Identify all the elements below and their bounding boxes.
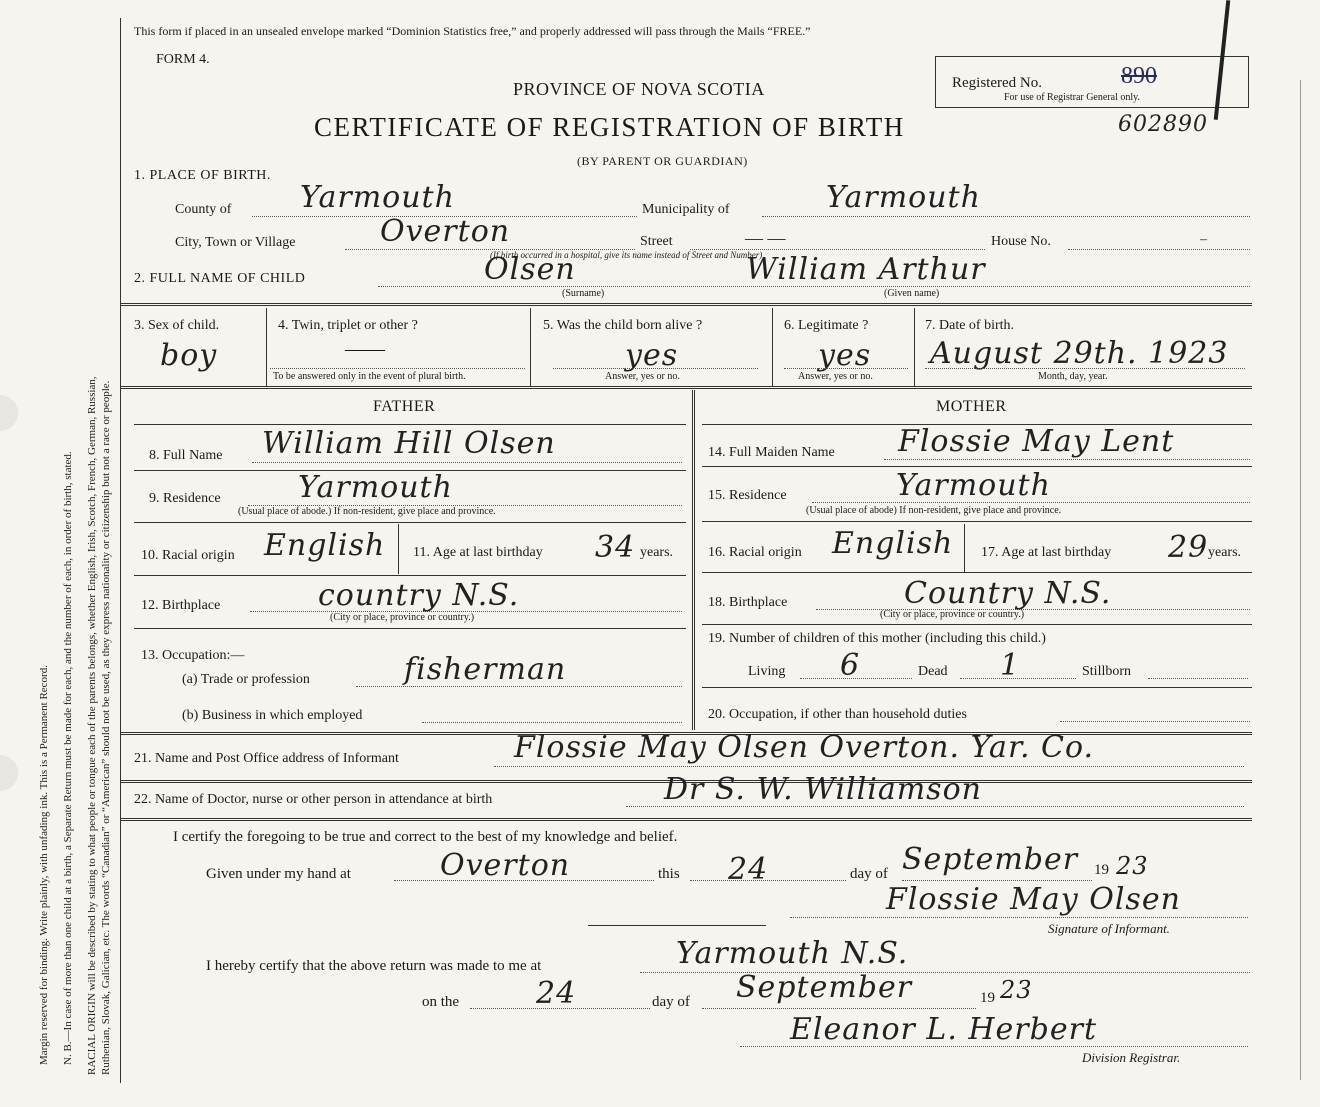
municipality-line: [762, 216, 1250, 217]
father-business-line: [422, 722, 682, 723]
mother-name-label: 14. Full Maiden Name: [708, 445, 835, 460]
doctor-value: Dr S. W. Williamson: [664, 772, 982, 807]
day-value: 24: [728, 852, 769, 887]
dob-label: 7. Date of birth.: [925, 318, 1015, 333]
doctor-label: 22. Name of Doctor, nurse or other person in attendance at birth: [134, 792, 493, 807]
mother-race-value: English: [832, 526, 954, 561]
sex-value: boy: [160, 338, 218, 373]
father-race-label: 10. Racial origin: [141, 548, 235, 563]
surname-caption: (Surname): [562, 288, 605, 299]
legit-label: 6. Legitimate ?: [784, 318, 869, 333]
twin-note: To be answered only in the event of plural birth.: [273, 371, 466, 382]
year-prefix: 19: [1094, 862, 1109, 878]
father-birthplace-label: 12. Birthplace: [141, 598, 221, 613]
registrar-month-value: September: [736, 970, 913, 1005]
father-residence-value: Yarmouth: [298, 470, 453, 505]
divider: [134, 424, 686, 425]
father-occupation-label: 13. Occupation:—: [141, 648, 245, 663]
divider: [134, 575, 686, 576]
divider: [702, 572, 1252, 573]
legit-value: yes: [818, 338, 872, 373]
legit-note: Answer, yes or no.: [798, 371, 873, 382]
father-residence-label: 9. Residence: [149, 491, 221, 506]
father-age-value: 34: [595, 530, 636, 565]
divider: [964, 524, 965, 572]
living-value: 6: [840, 648, 861, 683]
divider: [914, 308, 915, 386]
left-frame-line: [120, 18, 121, 1083]
father-name-value: William Hill Olsen: [262, 426, 556, 461]
city-value: Overton: [380, 214, 511, 249]
house-label: House No.: [991, 234, 1051, 249]
mother-name-line: [884, 459, 1250, 460]
father-heading: FATHER: [373, 398, 436, 415]
mother-heading: MOTHER: [936, 398, 1007, 415]
divider: [134, 522, 686, 523]
street-label: Street: [640, 234, 673, 249]
form-number: FORM 4.: [156, 52, 210, 67]
county-label: County of: [175, 202, 232, 217]
mother-occupation-line: [1060, 721, 1250, 722]
twin-line: [270, 368, 525, 369]
father-trade-value: fisherman: [404, 652, 567, 687]
registrar-day-of-label: day of: [652, 994, 690, 1010]
this-label: this: [658, 866, 680, 882]
twin-label: 4. Twin, triplet or other ?: [278, 318, 418, 333]
father-age-label: 11. Age at last birthday: [413, 545, 543, 560]
stillborn-line: [1148, 678, 1248, 679]
registrar-text: I hereby certify that the above return was made to me at: [206, 958, 542, 974]
divider: [702, 521, 1252, 522]
mother-residence-note: (Usual place of abode) If non-resident, give place and province.: [806, 505, 1062, 516]
punch-hole: [0, 395, 18, 431]
mother-birthplace-label: 18. Birthplace: [708, 595, 788, 610]
city-label: City, Town or Village: [175, 235, 296, 250]
registrar-day-value: 24: [536, 976, 577, 1011]
alive-note: Answer, yes or no.: [605, 371, 680, 382]
registrar-signature: Eleanor L. Herbert: [790, 1012, 1097, 1047]
dob-line: [925, 368, 1245, 369]
legit-line: [784, 368, 908, 369]
dob-note: Month, day, year.: [1038, 371, 1108, 382]
father-name-line: [252, 462, 682, 463]
on-the-label: on the: [422, 994, 460, 1010]
given-place-value: Overton: [440, 848, 571, 883]
mother-age-unit: years.: [1208, 545, 1242, 560]
signature-line: [790, 917, 1248, 918]
informant-line: [494, 766, 1244, 767]
punch-hole: [0, 755, 18, 791]
divider: [134, 628, 686, 629]
margin-binding: Margin reserved for binding. Write plainly, with unfading ink. This is a Permanent Record.: [38, 665, 50, 1065]
month-value: September: [902, 842, 1079, 877]
registrar-year-value: 23: [1000, 976, 1033, 1004]
certify-text: I certify the foregoing to be true and correct to the best of my knowledge and belief.: [173, 829, 678, 845]
handwritten-number: 602890: [1118, 112, 1208, 137]
father-business-label: (b) Business in which employed: [182, 708, 363, 723]
municipality-label: Municipality of: [642, 202, 730, 217]
divider: [266, 308, 267, 386]
margin-nb: N. B.—In case of more than one child at a birth, a Separate Return must be made for each, and the number of each, in order of birth, stated.: [62, 451, 74, 1065]
street-value: — —: [745, 228, 786, 248]
year-value: 23: [1116, 852, 1149, 880]
divider: [530, 308, 531, 386]
margin-racial-1: RACIAL ORIGIN will be described by stating to what people or tongue each of the parents belongs, whether English, Irish, Scotch, French, German, Russian,: [86, 376, 98, 1075]
mail-note: This form if placed in an unsealed envelope marked “Dominion Statistics free,” and properly addressed will pass through the Mails “FREE.”: [134, 24, 811, 38]
mother-residence-label: 15. Residence: [708, 488, 787, 503]
sex-label: 3. Sex of child.: [134, 318, 220, 333]
father-birthplace-note: (City or place, province or country.): [330, 612, 475, 623]
informant-value: Flossie May Olsen Overton. Yar. Co.: [514, 730, 1095, 765]
divider: [398, 524, 399, 574]
alive-value: yes: [625, 338, 679, 373]
informant-signature: Flossie May Olsen: [886, 882, 1181, 917]
twin-value: ——: [345, 338, 385, 360]
registrar-place-value: Yarmouth N.S.: [676, 936, 909, 971]
mother-children-label: 19. Number of children of this mother (including this child.): [708, 631, 1046, 646]
month-line: [902, 880, 1092, 881]
right-edge: [1300, 80, 1301, 1080]
mother-age-value: 29: [1168, 530, 1209, 565]
registered-box: [935, 56, 1249, 108]
alive-line: [553, 368, 758, 369]
short-rule: [588, 925, 766, 926]
registrar-caption: Division Registrar.: [1082, 1050, 1181, 1065]
divider: [702, 687, 1252, 688]
registered-label: Registered No.: [952, 75, 1042, 91]
mother-race-label: 16. Racial origin: [708, 545, 802, 560]
father-birthplace-value: country N.S.: [318, 578, 520, 613]
signature-caption: Signature of Informant.: [1048, 921, 1170, 936]
divider: [702, 466, 1252, 467]
child-surname: Olsen: [484, 252, 576, 287]
child-name-label: 2. FULL NAME OF CHILD: [134, 271, 306, 286]
registrar-use-note: For use of Registrar General only.: [1004, 92, 1140, 103]
divider: [120, 386, 1252, 389]
province-heading: PROVINCE OF NOVA SCOTIA: [513, 79, 765, 99]
registrar-signature-line: [740, 1046, 1248, 1047]
living-label: Living: [748, 664, 786, 679]
informant-label: 21. Name and Post Office address of Informant: [134, 751, 399, 766]
mother-birthplace-note: (City or place, province or country.): [880, 609, 1025, 620]
registrar-place-line: [640, 972, 1250, 973]
child-given-name: William Arthur: [746, 252, 986, 287]
divider: [702, 624, 1252, 625]
mother-residence-value: Yarmouth: [896, 468, 1051, 503]
alive-label: 5. Was the child born alive ?: [543, 318, 703, 333]
page-subtitle: (BY PARENT OR GUARDIAN): [577, 154, 748, 168]
given-label: Given under my hand at: [206, 866, 351, 882]
mother-occupation-label: 20. Occupation, if other than household duties: [708, 707, 967, 722]
registrar-month-line: [702, 1008, 976, 1009]
given-caption: (Given name): [884, 288, 940, 299]
municipality-value: Yarmouth: [826, 180, 981, 215]
father-residence-note: (Usual place of abode.) If non-resident, give place and province.: [238, 506, 496, 517]
mother-age-label: 17. Age at last birthday: [981, 545, 1112, 560]
divider: [120, 303, 1252, 306]
dob-value: August 29th. 1923: [930, 336, 1229, 371]
registered-number: 890: [1121, 63, 1157, 89]
father-race-value: English: [264, 528, 386, 563]
place-section-label: 1. PLACE OF BIRTH.: [134, 168, 271, 183]
mother-name-value: Flossie May Lent: [898, 424, 1175, 459]
county-value: Yarmouth: [300, 180, 455, 215]
margin-racial-2: Ruthenian, Slovak, Galician, etc. The words “Canadian” or “American” should not be used, as they express nationality or citizenship but not a race or people.: [100, 380, 112, 1075]
stillborn-label: Stillborn: [1082, 664, 1132, 679]
divider: [120, 818, 1252, 821]
divider: [772, 308, 773, 386]
mother-birthplace-value: Country N.S.: [904, 576, 1112, 611]
father-trade-label: (a) Trade or profession: [182, 672, 310, 687]
day-of-label: day of: [850, 866, 888, 882]
registrar-year-prefix: 19: [980, 990, 995, 1006]
dead-value: 1: [1000, 648, 1021, 683]
column-divider: [692, 390, 695, 730]
house-line: [1068, 249, 1250, 250]
hospital-note: (If birth occurred in a hospital, give its name instead of Street and Number): [490, 250, 763, 260]
father-age-unit: years.: [640, 545, 674, 560]
house-value: –: [1200, 232, 1207, 247]
dead-label: Dead: [918, 664, 948, 679]
father-name-label: 8. Full Name: [149, 448, 223, 463]
page-title: CERTIFICATE OF REGISTRATION OF BIRTH: [314, 112, 905, 142]
